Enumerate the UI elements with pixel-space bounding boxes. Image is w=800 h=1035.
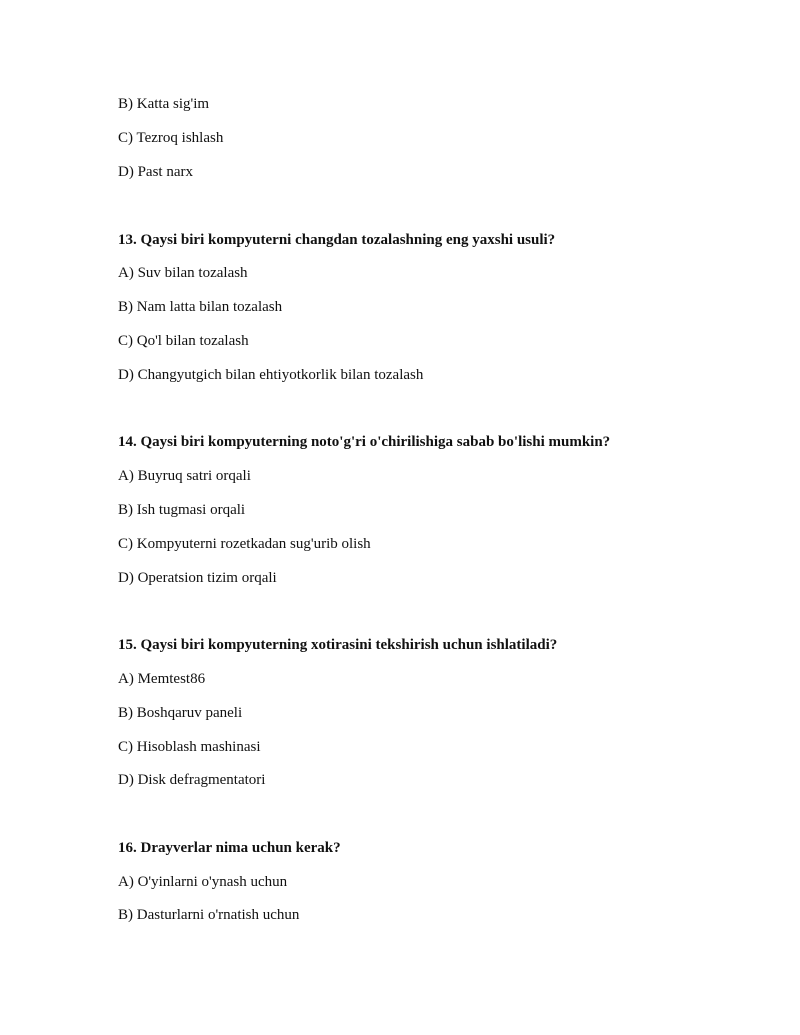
answer-option: B) Boshqaruv paneli (118, 705, 243, 721)
answer-option: B) Dasturlarni o'rnatish uchun (118, 907, 300, 923)
answer-option: C) Kompyuterni rozetkadan sug'urib olish (118, 536, 371, 552)
answer-option: C) Tezroq ishlash (118, 130, 224, 146)
question-16: 16. Drayverlar nima uchun kerak? (118, 840, 341, 856)
answer-option: A) Memtest86 (118, 671, 206, 687)
answer-option: D) Changyutgich bilan ehtiyotkorlik bilan tozalash (118, 367, 424, 383)
answer-option: D) Disk defragmentatori (118, 772, 266, 788)
answer-option: B) Ish tugmasi orqali (118, 502, 246, 518)
answer-option: D) Past narx (118, 164, 193, 180)
answer-option: A) Suv bilan tozalash (118, 265, 248, 281)
answer-option: B) Katta sig'im (118, 96, 210, 112)
answer-option: D) Operatsion tizim orqali (118, 570, 277, 586)
question-15: 15. Qaysi biri kompyuterning xotirasini tekshirish uchun ishlatiladi? (118, 637, 558, 653)
answer-option: A) O'yinlarni o'ynash uchun (118, 874, 288, 890)
answer-option: A) Buyruq satri orqali (118, 468, 251, 484)
answer-option: C) Hisoblash mashinasi (118, 739, 261, 755)
answer-option: B) Nam latta bilan tozalash (118, 299, 283, 315)
question-13: 13. Qaysi biri kompyuterni changdan tozalashning eng yaxshi usuli? (118, 232, 556, 248)
question-14: 14. Qaysi biri kompyuterning noto'g'ri o'chirilishiga sabab bo'lishi mumkin? (118, 434, 611, 450)
answer-option: C) Qo'l bilan tozalash (118, 333, 249, 349)
